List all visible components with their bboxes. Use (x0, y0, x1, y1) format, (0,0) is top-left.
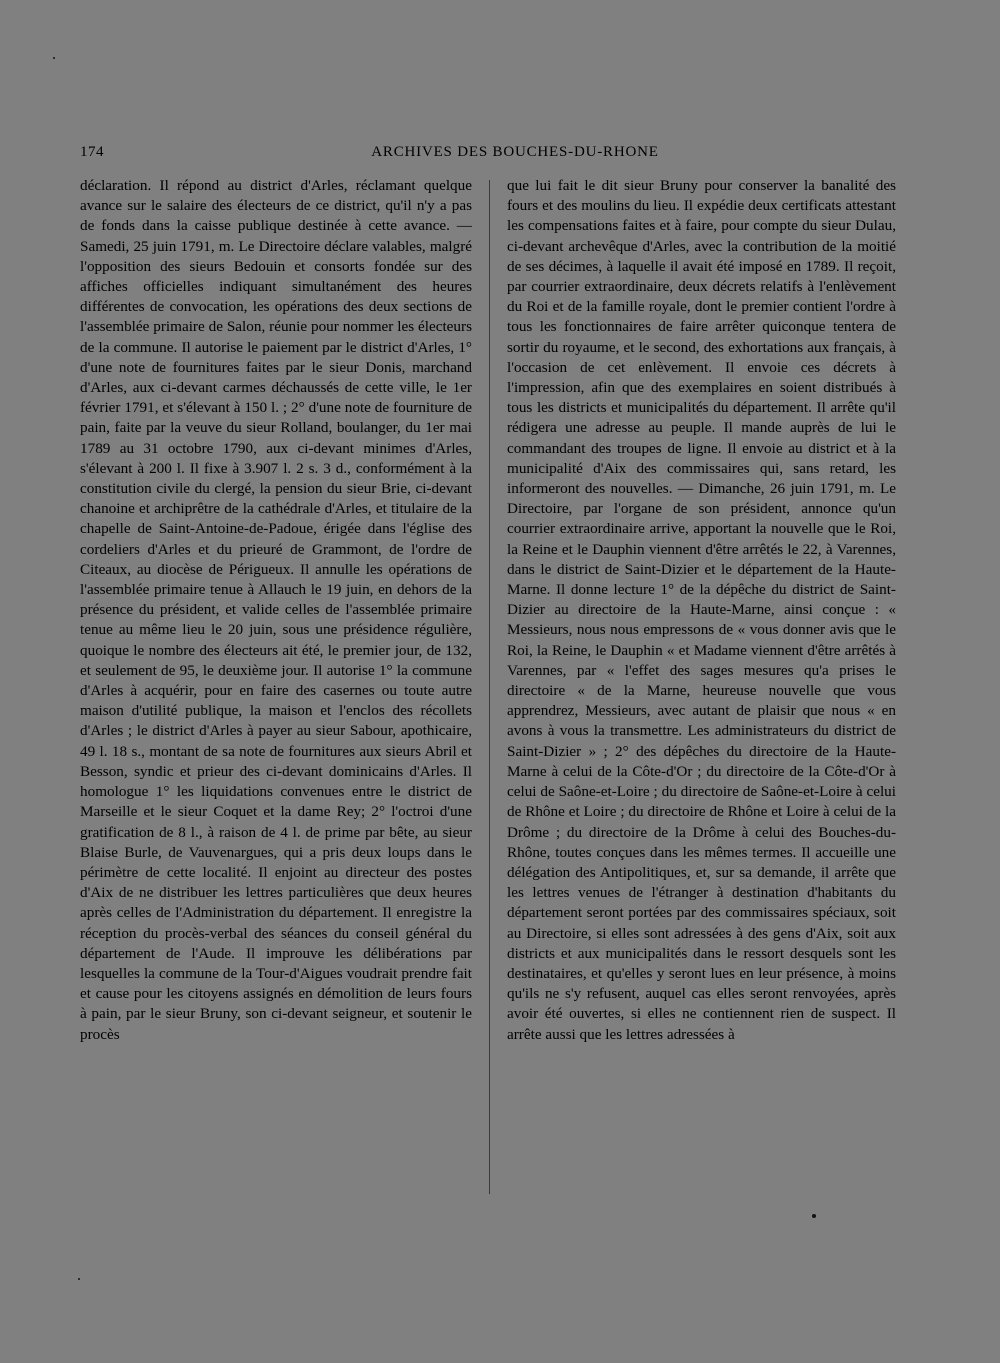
ink-speck (53, 57, 55, 59)
left-column-text: déclaration. Il répond au district d'Arles, réclamant quelque avance sur le salaire des électeurs de ce district, qu'il n'y a pas de fonds dans la caisse publique destinée à cette avance. — Samedi, 25 juin 1791, m. Le Directoire déclare valables, malgré l'opposition des sieurs Bedouin et consorts fondée sur des affiches officielles indiquant simultanément des heures différentes de convocation, les opérations des deux sections de l'assemblée primaire de Salon, réunie pour nommer les électeurs de la commune. Il autorise le paiement par le district d'Arles, 1° d'une note de fournitures faites par le sieur Donis, marchand d'Arles, aux ci-devant carmes déchaussés de cette ville, le 1er février 1791, et s'élevant à 150 l. ; 2° d'une note de fourniture de pain, faite par la veuve du sieur Rolland, boulanger, du 1er mai 1789 au 31 octobre 1790, aux ci-devant minimes d'Arles, s'élevant à 200 l. Il fixe à 3.907 l. 2 s. 3 d., conformément à la constitution civile du clergé, la pension du sieur Brie, ci-devant chanoine et archiprêtre de la cathédrale d'Arles, et titulaire de la chapelle de Saint-Antoine-de-Padoue, érigée dans l'église des cordeliers d'Arles et du prieuré de Grammont, de l'ordre de Citeaux, au diocèse de Périgueux. Il annulle les opérations de l'assemblée primaire tenue à Allauch le 19 juin, en dehors de la présence du président, et valide celles de l'assemblée primaire tenue au même lieu le 20 juin, sous une présidence régulière, quoique le nombre des électeurs ait été, le premier jour, de 132, et seulement de 95, le deuxième jour. Il autorise 1° la commune d'Arles à acquérir, pour en faire des casernes ou toute autre maison d'utilité publique, la maison et l'enclos des récollets d'Arles ; le district d'Arles à payer au sieur Sabour, apothicaire, 49 l. 18 s., montant de sa note de fournitures aux sieurs Abril et Besson, syndic et prieur des ci-devant dominicains d'Arles. Il homologue 1° les liquidations convenues entre le district de Marseille et le sieur Coquet et la dame Rey; 2° l'octroi d'une gratification de 8 l., à raison de 4 l. de prime par bête, au sieur Blaise Burle, de Vauvenargues, qui a pris deux loups dans le périmètre de cette localité. Il enjoint au directeur des postes d'Aix de ne distribuer les lettres particulières que deux heures après celles de l'Administration du département. Il enregistre la réception du procès-verbal des séances du conseil général du département de l'Aude. Il improuve les délibérations par lesquelles la commune de la Tour-d'Aigues voudrait prendre fait et cause pour les citoyens assignés en démolition de leurs fours à pain, par le sieur Bruny, son ci-devant seigneur, et soutenir le procès (80, 177, 472, 1043)
right-column (507, 176, 896, 1210)
ink-speck (812, 1214, 816, 1218)
right-column-text: que lui fait le dit sieur Bruny pour conserver la banalité des fours et des moulins du lieu. Il expédie deux certificats attestant les compensations faites et à faire, pour compte du sieur Dulau, ci-devant archevêque d'Arles, avec la contribution de la moitié de ses décimes, à laquelle il avait été imposé en 1789. Il reçoit, par courrier extraordinaire, deux décrets relatifs à l'enlèvement du Roi et de la famille royale, dont le premier contient l'ordre à tous les fonctionnaires de faire arrêter quiconque tentera de sortir du royaume, et le second, des exhortations aux français, à l'occasion de cet enlèvement. Il envoie ces décrets à l'impression, afin que des exemplaires en soient distribués à tous les districts et municipalités du département. Il arrête qu'il rédigera une adresse au peuple. Il mande auprès de lui le commandant des troupes de ligne. Il envoie au district et à la municipalité d'Aix des commissaires qui, sans retard, les informeront des nouvelles. — Dimanche, 26 juin 1791, m. Le Directoire, par l'organe de son président, annonce qu'un courrier extraordinaire arrive, apportant la nouvelle que le Roi, la Reine et le Dauphin viennent d'être arrêtés le 22, à Varennes, dans le district de Saint-Dizier et le département de la Haute-Marne. Il donne lecture 1° de la dépêche du district de Saint-Dizier au directoire de la Haute-Marne, ainsi conçue : « Messieurs, nous nous empressons de « vous donner avis que le Roi, la Reine, le Dauphin « et Madame viennent d'être arrêtés à Varennes, par « l'effet des sages mesures qu'a prises le directoire « de la Marne, heureuse nouvelle que vous apprendrez, Messieurs, avec autant de plaisir que nous « en avons à vous la transmettre. Les administrateurs du district de Saint-Dizier » ; 2° des dépêches du directoire de la Haute-Marne à celui de la Côte-d'Or ; du directoire de la Côte-d'Or à celui de Saône-et-Loire ; du directoire de Saône-et-Loire à celui de Rhône et Loire ; du directoire de Rhône et Loire à celui de la Drôme ; du directoire de la Drôme à celui des Bouches-du-Rhône, toutes conçues dans les mêmes termes. Il accueille une délégation des Antipolitiques, et, sur sa demande, il arrête que les lettres venues de l'étranger à destination d'habitants du département seront portées par des commissaires spéciaux, soit au Directoire, si elles sont adressées à des gens d'Aix, soit aux districts et aux municipalités dans le ressort desquels sont les destinataires, et qu'elles y seront lues en leur présence, à moins qu'ils ne s'y refusent, auquel cas elles seront renvoyées, après avoir été ouvertes, si elles ne contiennent rien de suspect. Il arrête aussi que les lettres adressées à (507, 177, 896, 1043)
page-header (80, 144, 920, 170)
column-divider (489, 180, 490, 1194)
page-number: 174 (80, 144, 104, 160)
running-head: ARCHIVES DES BOUCHES-DU-RHONE (371, 144, 659, 160)
ink-speck (78, 1278, 80, 1280)
left-column (80, 176, 472, 1210)
